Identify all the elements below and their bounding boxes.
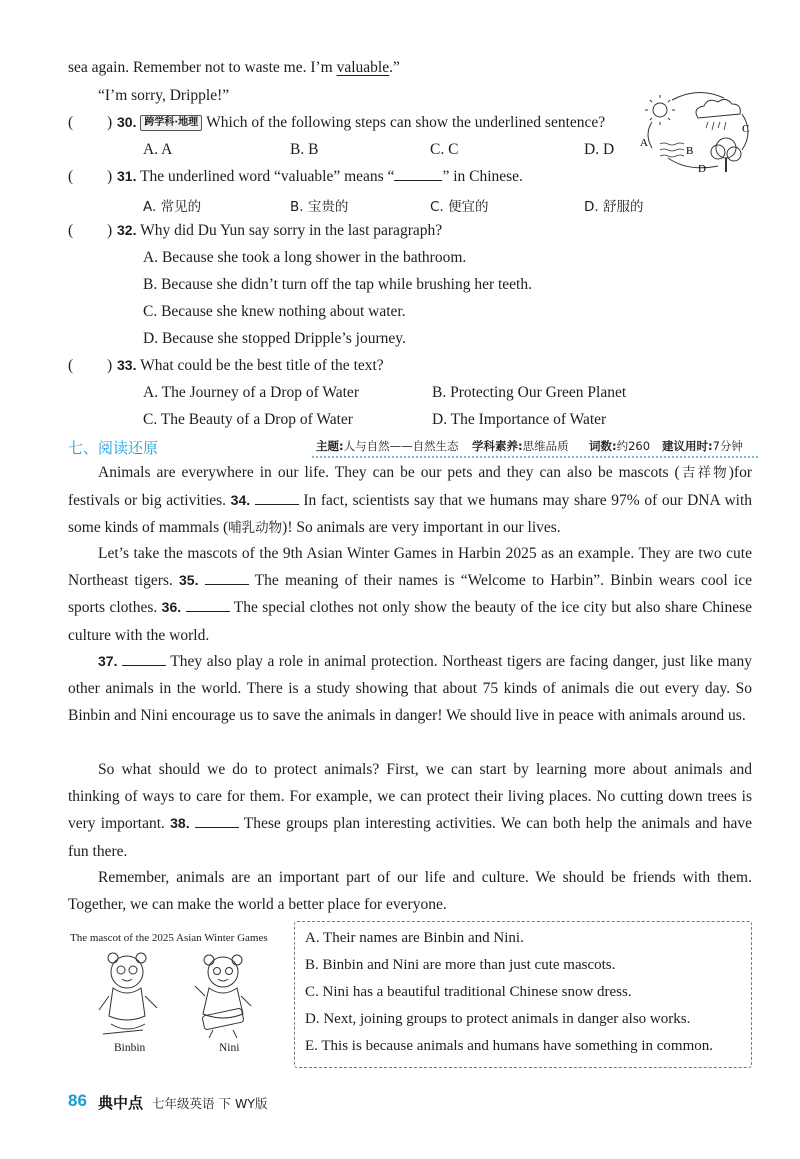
q30-option-d: D. D xyxy=(584,141,615,158)
blank-37-number: 37. xyxy=(98,653,118,669)
meta-time-label: 建议用时: xyxy=(662,439,713,453)
q31-stem xyxy=(117,168,523,186)
label-d: D xyxy=(698,163,706,175)
meta-literacy xyxy=(472,438,569,454)
meta-theme xyxy=(316,438,459,454)
q33-option-c: C. The Beauty of a Drop of Water xyxy=(143,411,353,428)
q33-option-d: D. The Importance of Water xyxy=(432,411,607,428)
q32-stem-text: Why did Du Yun say sorry in the last paragraph? xyxy=(140,222,443,239)
choice-b: B. Binbin and Nini are more than just cute mascots. xyxy=(305,957,616,973)
cloud-icon xyxy=(696,99,740,118)
blank-34-number: 34. xyxy=(230,492,251,509)
binbin-mascot-icon xyxy=(99,953,157,1034)
blank-34[interactable] xyxy=(255,492,299,505)
q31-stem-end: ” in Chinese. xyxy=(442,168,523,185)
q30-option-c: C. C xyxy=(430,141,459,158)
q31-option-d: D. 舒服的 xyxy=(584,199,644,215)
choice-a: A. Their names are Binbin and Nini. xyxy=(305,930,524,946)
arrow-icon xyxy=(672,92,724,100)
underlined-word: valuable xyxy=(336,59,390,76)
section-title: 七、阅读还原 xyxy=(68,439,159,457)
choice-e: E. This is because animals and humans have something in common. xyxy=(305,1038,713,1054)
q30-stem xyxy=(117,114,605,132)
choice-d: D. Next, joining groups to protect animals in danger also works. xyxy=(305,1011,691,1027)
label-a: A xyxy=(640,137,648,149)
passage-paragraph-5 xyxy=(68,864,752,918)
q30-subject-tag: 跨学科·地理 xyxy=(140,115,202,131)
paragraph-text xyxy=(68,756,752,865)
p1-text-d: )! So animals are very important in our lives. xyxy=(282,519,561,537)
meta-time-value: 7分钟 xyxy=(712,439,743,453)
paragraph-text xyxy=(68,648,752,730)
q31-option-a: A. 常见的 xyxy=(143,199,202,215)
p1-text-b: )for festivals or big activities. xyxy=(68,464,752,510)
q32-option-b: B. Because she didn’t turn off the tap while brushing her teeth. xyxy=(143,276,532,293)
q32-option-c: C. Because she knew nothing about water. xyxy=(143,303,406,320)
q32-stem xyxy=(117,222,442,240)
label-b: B xyxy=(686,145,694,157)
blank-38-number: 38. xyxy=(170,815,190,832)
passage-paragraph-3 xyxy=(68,648,752,730)
q30-option-a: A. A xyxy=(143,141,173,158)
rain-icon xyxy=(706,122,726,130)
passage-paragraph-1 xyxy=(68,459,752,543)
q31-option-b: B. 宝贵的 xyxy=(290,199,349,215)
q32-number: 32. xyxy=(117,222,137,238)
meta-theme-value: 人与自然——自然生态 xyxy=(343,439,459,453)
p2-text-b: The meaning of their names is “Welcome to Harbin”. Binbin wears cool ice sports clothes. xyxy=(68,572,753,617)
q32-option-a: A. Because she took a long shower in the bathroom. xyxy=(143,249,467,266)
q31-blank[interactable] xyxy=(394,168,442,181)
meta-theme-label: 主题: xyxy=(316,439,344,453)
q31-number: 31. xyxy=(117,168,137,184)
q31-paren-open: ( xyxy=(68,168,74,185)
arrow-icon xyxy=(648,122,652,148)
paragraph-text xyxy=(68,864,752,918)
q33-number: 33. xyxy=(117,357,137,373)
meta-time xyxy=(662,438,743,454)
q33-paren-close: ) xyxy=(107,357,113,374)
mascot-caption: The mascot of the 2025 Asian Winter Games xyxy=(70,932,268,944)
q30-option-b: B. B xyxy=(290,141,319,158)
mascot-name-nini: Nini xyxy=(219,1042,240,1054)
label-c: C xyxy=(742,123,750,135)
footer-book-info: 七年级英语 下 WY版 xyxy=(152,1096,268,1111)
arrow-icon xyxy=(668,158,718,168)
paragraph-text xyxy=(68,459,752,543)
p4-text-a: So what should we do to protect animals? First, we can start by learning more about animals and thinking of ways to care for them. For example, we can protect their living places. No cutting down trees is very important. xyxy=(68,761,752,833)
blank-37[interactable] xyxy=(122,653,166,666)
p5-text-a: Remember, animals are an important part of our life and culture. We should be friends with them. Together, we can make the world a better place for everyone. xyxy=(68,869,752,914)
p3-text-a: They also play a role in animal protection. Northeast tigers are facing danger, just like many other animals in the world. There is a study showing that about 75 kinds of animals die out every day. So Binbin and Nini encourage us to save the animals in danger! We should live in peace with animals around us. xyxy=(68,653,752,725)
p4-text-b: These groups plan interesting activities. We can both help the animals and have fun there. xyxy=(68,815,753,860)
blank-36[interactable] xyxy=(186,599,230,612)
paragraph-text xyxy=(68,540,752,649)
blank-35-number: 35. xyxy=(179,572,199,589)
q32-option-d: D. Because she stopped Dripple’s journey. xyxy=(143,330,406,347)
answer-choices-box xyxy=(294,921,752,1068)
q31-option-c: C. 便宜的 xyxy=(430,199,489,215)
intro-line-2: “I’m sorry, Dripple!” xyxy=(98,87,230,104)
blank-35[interactable] xyxy=(205,572,249,585)
meta-literacy-value: 思维品质 xyxy=(522,439,569,453)
brand-logo: 典中点 xyxy=(98,1094,144,1112)
q33-stem-text: What could be the best title of the text? xyxy=(140,357,384,374)
intro-line-1 xyxy=(68,59,400,77)
q30-number: 30. xyxy=(117,114,137,130)
q31-paren-close: ) xyxy=(107,168,113,185)
q32-paren-open: ( xyxy=(68,222,74,239)
q31-stem-text: The underlined word “valuable” means “ xyxy=(140,168,395,185)
p1-text-a: Animals are everywhere in our life. They can be our pets and they can also be mascots ( xyxy=(98,464,680,481)
p2-text-a: Let’s take the mascots of the 9th Asian Winter Games in Harbin 2025 as an example. They are two cute Northeast tigers. xyxy=(68,545,752,590)
p1-text-c: In fact, scientists say that we humans may share 97% of our DNA with some kinds of mammals ( xyxy=(68,492,753,537)
section-meta-bar xyxy=(312,437,758,458)
meta-literacy-label: 学科素养: xyxy=(472,439,523,453)
water-icon xyxy=(660,143,684,157)
q33-option-b: B. Protecting Our Green Planet xyxy=(432,384,627,401)
q33-option-a: A. The Journey of a Drop of Water xyxy=(143,384,359,401)
q32-paren-close: ) xyxy=(107,222,113,239)
blank-36-number: 36. xyxy=(161,599,182,616)
mascot-name-binbin: Binbin xyxy=(114,1042,146,1054)
page-number: 86 xyxy=(68,1091,87,1110)
mascot-illustration xyxy=(95,950,265,1042)
q33-paren-open: ( xyxy=(68,357,74,374)
sun-icon xyxy=(645,95,675,125)
p2-text-c: The special clothes not only show the beauty of the ice city but also share Chinese culture with the world. xyxy=(68,599,753,644)
meta-words-label: 词数: xyxy=(589,439,617,453)
blank-38[interactable] xyxy=(195,815,239,828)
q30-stem-text: Which of the following steps can show the underlined sentence? xyxy=(206,114,606,131)
choice-c: C. Nini has a beautiful traditional Chinese snow dress. xyxy=(305,984,632,1000)
meta-words xyxy=(589,438,650,454)
water-cycle-diagram xyxy=(638,88,756,180)
p1-chinese-mammals: 哺乳动物 xyxy=(228,520,283,537)
q30-paren-close: ) xyxy=(107,114,113,131)
nini-mascot-icon xyxy=(195,955,251,1038)
passage-paragraph-4 xyxy=(68,756,752,865)
intro-text: sea again. Remember not to waste me. I’m xyxy=(68,59,337,76)
p1-chinese-mascot: 吉祥物 xyxy=(679,465,729,481)
q33-stem xyxy=(117,357,384,375)
passage-paragraph-2 xyxy=(68,540,752,649)
q30-paren-open: ( xyxy=(68,114,74,131)
intro-text-end: .” xyxy=(389,59,400,76)
meta-words-value: 约260 xyxy=(616,439,651,453)
